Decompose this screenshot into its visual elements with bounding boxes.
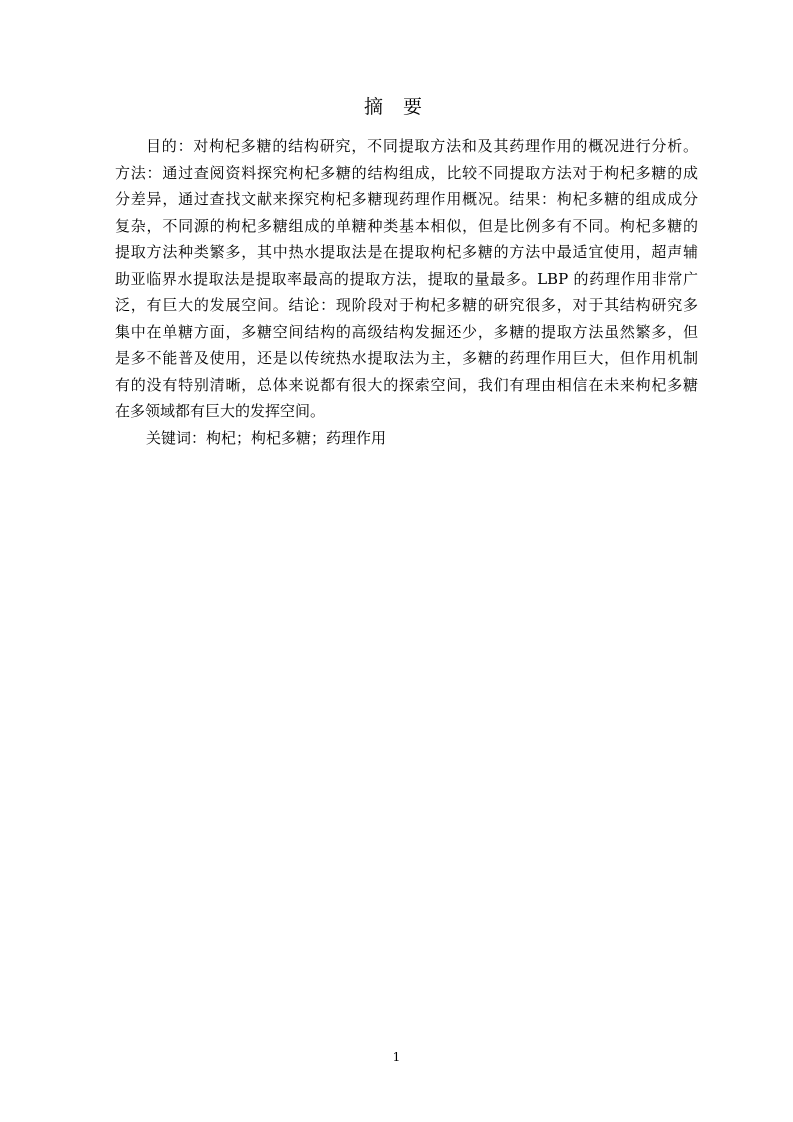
abstract-body bbox=[115, 133, 698, 451]
abstract-line: 集中在单糖方面，多糖空间结构的高级结构发掘还少，多糖的提取方法虽然繁多，但 bbox=[115, 322, 698, 341]
abstract-line: 提取方法种类繁多，其中热水提取法是在提取枸杞多糖的方法中最适宜使用，超声辅 bbox=[115, 243, 698, 261]
page-title: 摘 要 bbox=[363, 96, 430, 118]
abstract-line: 助亚临界水提取法是提取率最高的提取方法，提取的量最多。LBP 的药理作用非常广 bbox=[115, 269, 698, 288]
abstract-line: 目的：对枸杞多糖的结构研究，不同提取方法和及其药理作用的概况进行分析。 bbox=[146, 137, 698, 155]
abstract-line: 泛，有巨大的发展空间。结论：现阶段对于枸杞多糖的研究很多，对于其结构研究多 bbox=[115, 296, 698, 314]
page-number: 1 bbox=[392, 1050, 401, 1064]
abstract-line: 复杂，不同源的枸杞多糖组成的单糖种类基本相似，但是比例多有不同。枸杞多糖的 bbox=[115, 216, 698, 235]
abstract-line: 在多领域都有巨大的发挥空间。 bbox=[115, 402, 326, 420]
abstract-line: 分差异，通过查找文献来探究枸杞多糖现药理作用概况。结果：枸杞多糖的组成成分 bbox=[115, 190, 698, 208]
abstract-line: 是多不能普及使用，还是以传统热水提取法为主，多糖的药理作用巨大，但作用机制 bbox=[115, 349, 698, 367]
abstract-line: 方法：通过查阅资料探究枸杞多糖的结构组成，比较不同提取方法对于枸杞多糖的成 bbox=[115, 163, 698, 182]
abstract-line: 有的没有特别清晰，总体来说都有很大的探索空间，我们有理由相信在未来枸杞多糖 bbox=[115, 375, 698, 394]
keywords: 关键词：枸杞；枸杞多糖；药理作用 bbox=[146, 428, 387, 447]
